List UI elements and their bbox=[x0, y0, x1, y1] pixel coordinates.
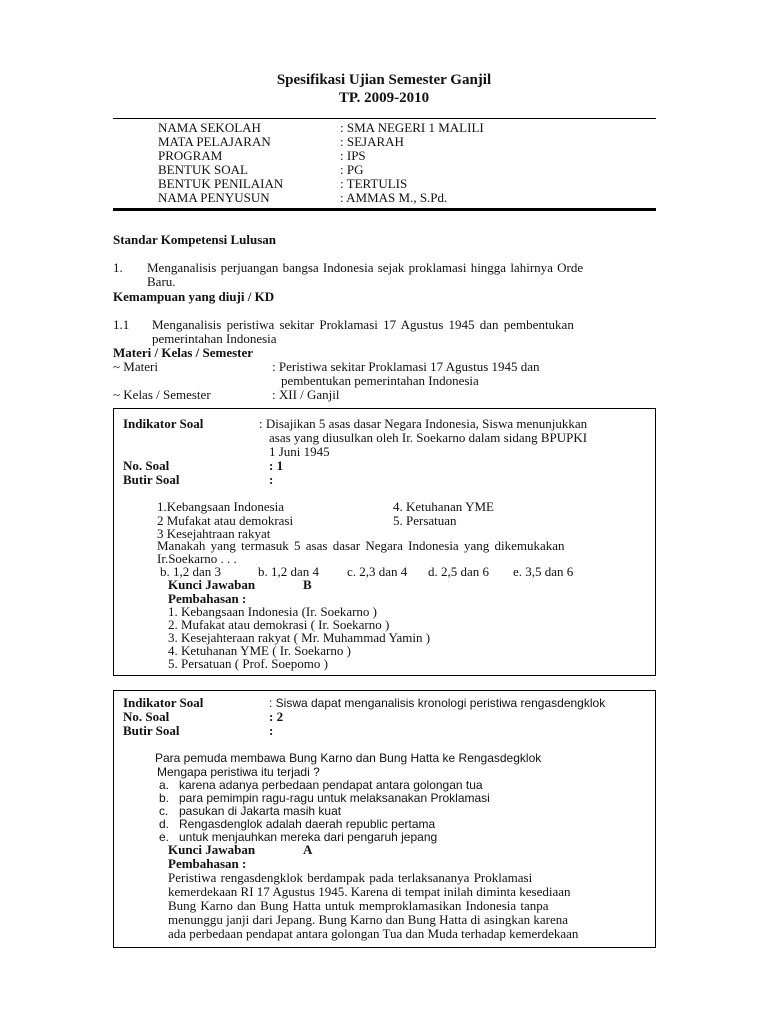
asas-item: 2 Mufakat atau demokrasi bbox=[157, 513, 294, 528]
pembahasan-line: menunggu janji dari Jepang. Bung Karno dan Bung Hatta di asingkan karena bbox=[168, 912, 569, 927]
answer-option: karena adanya perbedaan pendapat antara golongan tua bbox=[179, 778, 483, 792]
info-label: BENTUK PENILAIAN bbox=[158, 176, 284, 191]
info-value: : IPS bbox=[340, 148, 366, 163]
asas-item: 5. Persatuan bbox=[393, 513, 457, 528]
question-text-cont: Mengapa peristiwa itu terjadi ? bbox=[157, 765, 320, 779]
no-soal-value: : 1 bbox=[269, 458, 284, 473]
option-letter: d. bbox=[159, 817, 170, 831]
answer-option: b. 1,2 dan 4 bbox=[258, 564, 320, 579]
document-subtitle: TP. 2009-2010 bbox=[338, 90, 430, 106]
answer-option: untuk menjauhkan mereka dari pengaruh jepang bbox=[179, 830, 438, 844]
asas-item: 4. Ketuhanan YME bbox=[393, 499, 494, 514]
pembahasan-item: 4. Ketuhanan YME ( Ir. Soekarno ) bbox=[168, 643, 351, 658]
document-title: Spesifikasi Ujian Semester Ganjil bbox=[276, 72, 492, 88]
indikator-text: : Siswa dapat menganalisis kronologi peristiwa rengasdengklok bbox=[269, 696, 606, 710]
pembahasan-line: Peristiwa rengasdengklok berdampak pada terlaksananya Proklamasi bbox=[168, 870, 533, 885]
pembahasan-label: Pembahasan : bbox=[168, 591, 247, 606]
materi-label: ~ Materi bbox=[113, 359, 158, 374]
option-letter: a. bbox=[159, 778, 170, 792]
no-soal-value: : 2 bbox=[269, 709, 284, 724]
kd-text: Menganalisis peristiwa sekitar Proklamasi 17 Agustus 1945 dan pembentukan bbox=[152, 317, 574, 332]
top-rule bbox=[113, 118, 656, 119]
info-value: : PG bbox=[340, 162, 364, 177]
question-text-cont: Ir.Soekarno . . . bbox=[157, 551, 237, 566]
info-label: BENTUK SOAL bbox=[158, 162, 248, 177]
pembahasan-label: Pembahasan : bbox=[168, 856, 247, 871]
info-value: : SMA NEGERI 1 MALILI bbox=[340, 120, 484, 135]
asas-item: 3 Kesejahtraan rakyat bbox=[157, 526, 271, 541]
pembahasan-item: 3. Kesejahteraan rakyat ( Mr. Muhammad Yamin ) bbox=[168, 630, 431, 645]
kunci-jawaban-value: B bbox=[303, 577, 312, 592]
bottom-rule bbox=[113, 208, 656, 211]
kd-heading: Kemampuan yang diuji / KD bbox=[113, 289, 275, 304]
kd-number: 1.1 bbox=[113, 317, 130, 332]
info-value: : TERTULIS bbox=[340, 176, 408, 191]
kunci-jawaban-label: Kunci Jawaban bbox=[168, 842, 256, 857]
option-letter: b. bbox=[159, 791, 170, 805]
skl-heading: Standar Kompetensi Lulusan bbox=[113, 232, 277, 247]
info-label: MATA PELAJARAN bbox=[158, 134, 271, 149]
butir-soal-label: Butir Soal bbox=[123, 472, 180, 487]
skl-number: 1. bbox=[113, 260, 123, 275]
answer-option: b. 1,2 dan 3 bbox=[160, 564, 222, 579]
butir-soal-value: : bbox=[269, 723, 274, 738]
asas-item: 1.Kebangsaan Indonesia bbox=[157, 499, 285, 514]
butir-soal-label: Butir Soal bbox=[123, 723, 180, 738]
indikator-label: Indikator Soal bbox=[123, 695, 204, 710]
pembahasan-line: Bung Karno dan Bung Hatta untuk memproklamasikan Indonesia tanpa bbox=[168, 898, 549, 913]
answer-option: c. 2,3 dan 4 bbox=[347, 564, 408, 579]
info-value: : AMMAS M., S.Pd. bbox=[340, 190, 448, 205]
info-label: PROGRAM bbox=[158, 148, 223, 163]
materi-value-cont: pembentukan pemerintahan Indonesia bbox=[281, 373, 479, 388]
kelas-label: ~ Kelas / Semester bbox=[113, 387, 211, 402]
option-letter: c. bbox=[159, 804, 169, 818]
answer-option: pasukan di Jakarta masih kuat bbox=[179, 804, 342, 818]
pembahasan-item: 1. Kebangsaan Indonesia (Ir. Soekarno ) bbox=[168, 604, 378, 619]
skl-text: Menganalisis perjuangan bangsa Indonesia sejak proklamasi hingga lahirnya Orde bbox=[147, 260, 584, 275]
kunci-jawaban-value: A bbox=[303, 842, 313, 857]
pembahasan-line: kemerdekaan RI 17 Agustus 1945. Karena di tempat inilah diminta kesediaan bbox=[168, 884, 571, 899]
indikator-text-cont: asas yang diusulkan oleh Ir. Soekarno dalam sidang BPUPKI bbox=[269, 430, 588, 445]
answer-option: d. 2,5 dan 6 bbox=[428, 564, 490, 579]
no-soal-label: No. Soal bbox=[123, 709, 170, 724]
answer-option: Rengasdenglok adalah daerah republic pertama bbox=[179, 817, 436, 831]
info-value: : SEJARAH bbox=[340, 134, 404, 149]
kunci-jawaban-label: Kunci Jawaban bbox=[168, 577, 256, 592]
question-text: Para pemuda membawa Bung Karno dan Bung Hatta ke Rengasdegklok bbox=[155, 751, 542, 765]
info-label: NAMA PENYUSUN bbox=[158, 190, 270, 205]
butir-soal-value: : bbox=[269, 472, 274, 487]
indikator-label: Indikator Soal bbox=[123, 416, 204, 431]
kelas-value: : XII / Ganjil bbox=[272, 387, 340, 402]
skl-text-cont: Baru. bbox=[147, 274, 176, 289]
answer-option: e. 3,5 dan 6 bbox=[513, 564, 574, 579]
kd-text-cont: pemerintahan Indonesia bbox=[152, 331, 277, 346]
question-text: Manakah yang termasuk 5 asas dasar Negara Indonesia yang dikemukakan bbox=[157, 538, 565, 553]
indikator-text-cont: 1 Juni 1945 bbox=[269, 444, 330, 459]
pembahasan-item: 5. Persatuan ( Prof. Soepomo ) bbox=[168, 656, 328, 671]
no-soal-label: No. Soal bbox=[123, 458, 170, 473]
pembahasan-line: ada perbedaan pendapat antara golongan Tua dan Muda terhadap kemerdekaan bbox=[168, 926, 579, 941]
info-label: NAMA SEKOLAH bbox=[158, 120, 261, 135]
answer-option: para pemimpin ragu-ragu untuk melaksanakan Proklamasi bbox=[179, 791, 490, 805]
pembahasan-item: 2. Mufakat atau demokrasi ( Ir. Soekarno ) bbox=[168, 617, 390, 632]
materi-value: : Peristiwa sekitar Proklamasi 17 Agustus 1945 dan bbox=[272, 359, 540, 374]
option-letter: e. bbox=[159, 830, 170, 844]
indikator-text: : Disajikan 5 asas dasar Negara Indonesia, Siswa menunjukkan bbox=[259, 416, 588, 431]
materi-heading: Materi / Kelas / Semester bbox=[113, 345, 254, 360]
